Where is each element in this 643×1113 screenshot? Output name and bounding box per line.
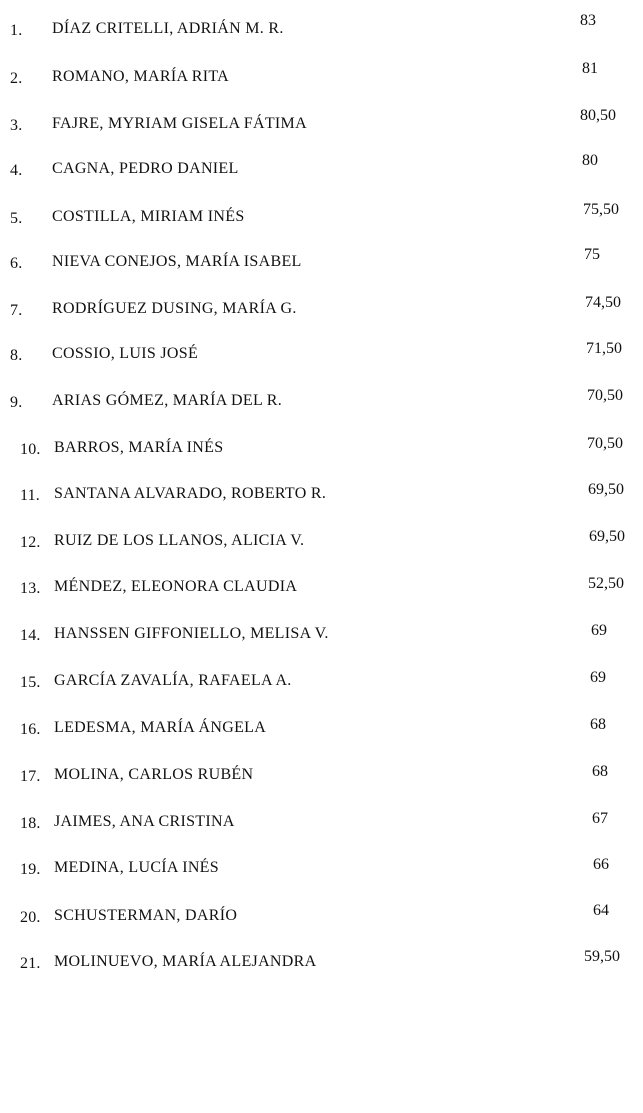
list-item <box>0 337 643 367</box>
score-value: 83 <box>580 12 596 29</box>
score-value: 69 <box>590 669 606 686</box>
person-name: RUIZ DE LOS LLANOS, ALICIA V. <box>54 532 305 549</box>
list-item <box>0 60 643 90</box>
list-item <box>0 524 643 554</box>
person-name: MOLINUEVO, MARÍA ALEJANDRA <box>54 953 317 970</box>
person-name: FAJRE, MYRIAM GISELA FÁTIMA <box>52 115 307 132</box>
person-name: SCHUSTERMAN, DARÍO <box>54 907 238 924</box>
score-value: 75,50 <box>583 201 619 218</box>
item-number: 2. <box>10 70 23 87</box>
item-number: 14. <box>20 627 41 644</box>
item-number: 6. <box>10 255 23 272</box>
score-value: 59,50 <box>584 948 620 965</box>
list-item <box>0 384 643 414</box>
item-number: 8. <box>10 347 23 364</box>
person-name: MEDINA, LUCÍA INÉS <box>54 859 219 876</box>
person-name: NIEVA CONEJOS, MARÍA ISABEL <box>52 253 302 270</box>
score-value: 52,50 <box>588 575 624 592</box>
item-number: 15. <box>20 674 41 691</box>
list-item <box>0 200 643 230</box>
item-number: 4. <box>10 162 23 179</box>
score-value: 74,50 <box>585 294 621 311</box>
score-value: 70,50 <box>587 387 623 404</box>
score-value: 71,50 <box>586 340 622 357</box>
person-name: GARCÍA ZAVALÍA, RAFAELA A. <box>54 672 292 689</box>
person-name: RODRÍGUEZ DUSING, MARÍA G. <box>52 300 297 317</box>
score-value: 75 <box>584 246 600 263</box>
person-name: HANSSEN GIFFONIELLO, MELISA V. <box>54 625 329 642</box>
score-value: 66 <box>593 856 609 873</box>
person-name: COSTILLA, MIRIAM INÉS <box>52 208 245 225</box>
person-name: ARIAS GÓMEZ, MARÍA DEL R. <box>52 392 283 409</box>
score-value: 69,50 <box>589 528 625 545</box>
list-item <box>0 711 643 741</box>
score-value: 70,50 <box>587 435 623 452</box>
list-item <box>0 12 643 42</box>
item-number: 17. <box>20 768 41 785</box>
list-item <box>0 152 643 182</box>
item-number: 1. <box>10 22 23 39</box>
list-item <box>0 945 643 975</box>
item-number: 12. <box>20 534 41 551</box>
list-item <box>0 292 643 322</box>
score-value: 69 <box>591 622 607 639</box>
list-item <box>0 758 643 788</box>
item-number: 10. <box>20 441 41 458</box>
list-item <box>0 805 643 835</box>
list-item <box>0 899 643 929</box>
list-item <box>0 851 643 881</box>
person-name: MOLINA, CARLOS RUBÉN <box>54 766 254 783</box>
score-value: 67 <box>592 810 608 827</box>
score-value: 64 <box>593 902 609 919</box>
score-value: 69,50 <box>588 481 624 498</box>
score-value: 68 <box>590 716 606 733</box>
person-name: MÉNDEZ, ELEONORA CLAUDIA <box>54 578 298 595</box>
item-number: 5. <box>10 210 23 227</box>
person-name: COSSIO, LUIS JOSÉ <box>52 345 199 362</box>
item-number: 21. <box>20 955 41 972</box>
item-number: 16. <box>20 721 41 738</box>
score-value: 80,50 <box>580 107 616 124</box>
list-item <box>0 477 643 507</box>
score-value: 80 <box>582 152 598 169</box>
list-item <box>0 570 643 600</box>
list-item <box>0 107 643 137</box>
person-name: CAGNA, PEDRO DANIEL <box>52 160 239 177</box>
list-item <box>0 431 643 461</box>
person-name: JAIMES, ANA CRISTINA <box>54 813 235 830</box>
person-name: ROMANO, MARÍA RITA <box>52 68 230 85</box>
score-value: 81 <box>582 60 598 77</box>
person-name: BARROS, MARÍA INÉS <box>54 439 224 456</box>
list-item <box>0 245 643 275</box>
list-item <box>0 617 643 647</box>
item-number: 19. <box>20 861 41 878</box>
item-number: 9. <box>10 394 23 411</box>
list-item <box>0 664 643 694</box>
item-number: 3. <box>10 117 23 134</box>
item-number: 20. <box>20 909 41 926</box>
person-name: SANTANA ALVARADO, ROBERTO R. <box>54 485 327 502</box>
item-number: 13. <box>20 580 41 597</box>
score-value: 68 <box>592 763 608 780</box>
item-number: 11. <box>20 487 41 504</box>
item-number: 18. <box>20 815 41 832</box>
item-number: 7. <box>10 302 23 319</box>
person-name: LEDESMA, MARÍA ÁNGELA <box>54 719 267 736</box>
person-name: DÍAZ CRITELLI, ADRIÁN M. R. <box>52 20 284 37</box>
